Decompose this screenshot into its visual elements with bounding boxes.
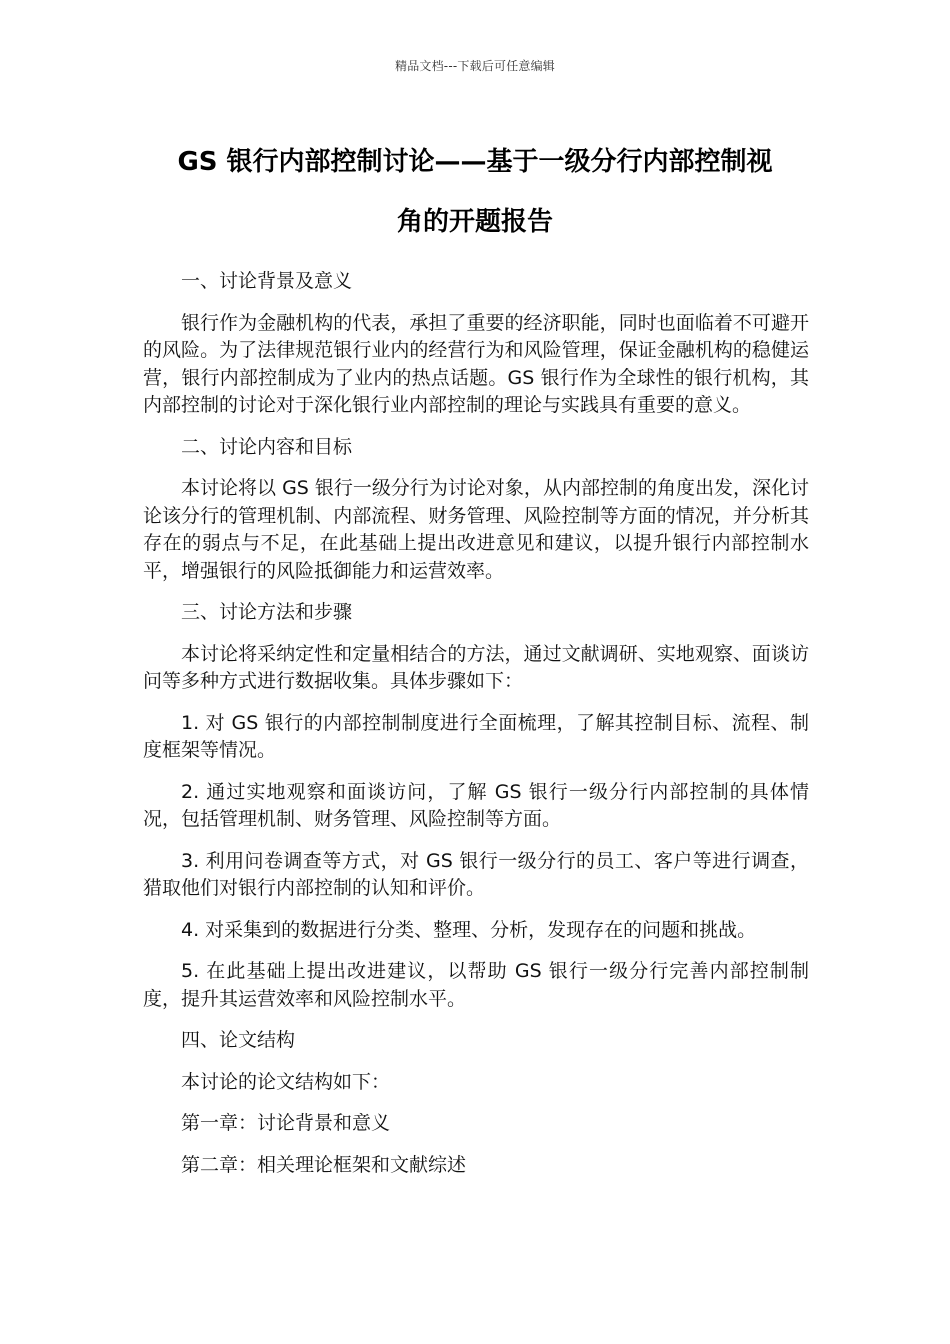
- paragraph-background: 银行作为金融机构的代表，承担了重要的经济职能，同时也面临着不可避开的风险。为了法律规范银行业内的经营行为和风险管理，保证金融机构的稳健运营，银行内部控制成为了业内的热点话题。GS 银行作为全球性的银行机构，其内部控制的讨论对于深化银行业内部控制的理论与实践具有重要的意义。: [143, 311, 809, 416]
- method-step-2: 2. 通过实地观察和面谈访问，了解 GS 银行一级分行内部控制的具体情况，包括管理机制、财务管理、风险控制等方面。: [143, 780, 809, 830]
- title-line-1: GS 银行内部控制讨论——基于一级分行内部控制视: [177, 147, 773, 177]
- method-step-4: 4. 对采集到的数据进行分类、整理、分析，发现存在的问题和挑战。: [181, 918, 757, 941]
- structure-intro: 本讨论的论文结构如下：: [181, 1070, 391, 1093]
- section-heading-background: 一、讨论背景及意义: [181, 270, 353, 292]
- paragraph-methods: 本讨论将采纳定性和定量相结合的方法，通过文献调研、实地观察、面谈访问等多种方式进行数据收集。具体步骤如下：: [143, 642, 809, 692]
- document-body: [143, 268, 809, 1193]
- section-heading-content-goals: 二、讨论内容和目标: [181, 435, 353, 458]
- section-heading-methods: 三、讨论方法和步骤: [181, 601, 353, 623]
- paragraph-content-goals: 本讨论将以 GS 银行一级分行为讨论对象，从内部控制的角度出发，深化讨论该分行的管理机制、内部流程、财务管理、风险控制等方面的情况，并分析其存在的弱点与不足，在此基础上提出改进意见和建议，以提升银行内部控制水平，增强银行的风险抵御能力和运营效率。: [143, 477, 809, 582]
- header-note: 精品文档---下载后可任意编辑: [395, 59, 555, 73]
- method-step-5: 5. 在此基础上提出改进建议，以帮助 GS 银行一级分行完善内部控制制度，提升其运营效率和风险控制水平。: [143, 960, 809, 1010]
- title-line-2: 角的开题报告: [396, 207, 553, 237]
- method-step-1: 1. 对 GS 银行的内部控制制度进行全面梳理，了解其控制目标、流程、制度框架等情况。: [143, 711, 809, 761]
- chapter-item-1: 第一章：讨论背景和意义: [181, 1112, 391, 1134]
- document-title: [135, 132, 815, 252]
- section-heading-structure: 四、论文结构: [181, 1029, 296, 1051]
- method-step-3: 3. 利用问卷调查等方式，对 GS 银行一级分行的员工、客户等进行调查，猎取他们对银行内部控制的认知和评价。: [143, 849, 809, 899]
- chapter-item-2: 第二章：相关理论框架和文献综述: [181, 1153, 467, 1176]
